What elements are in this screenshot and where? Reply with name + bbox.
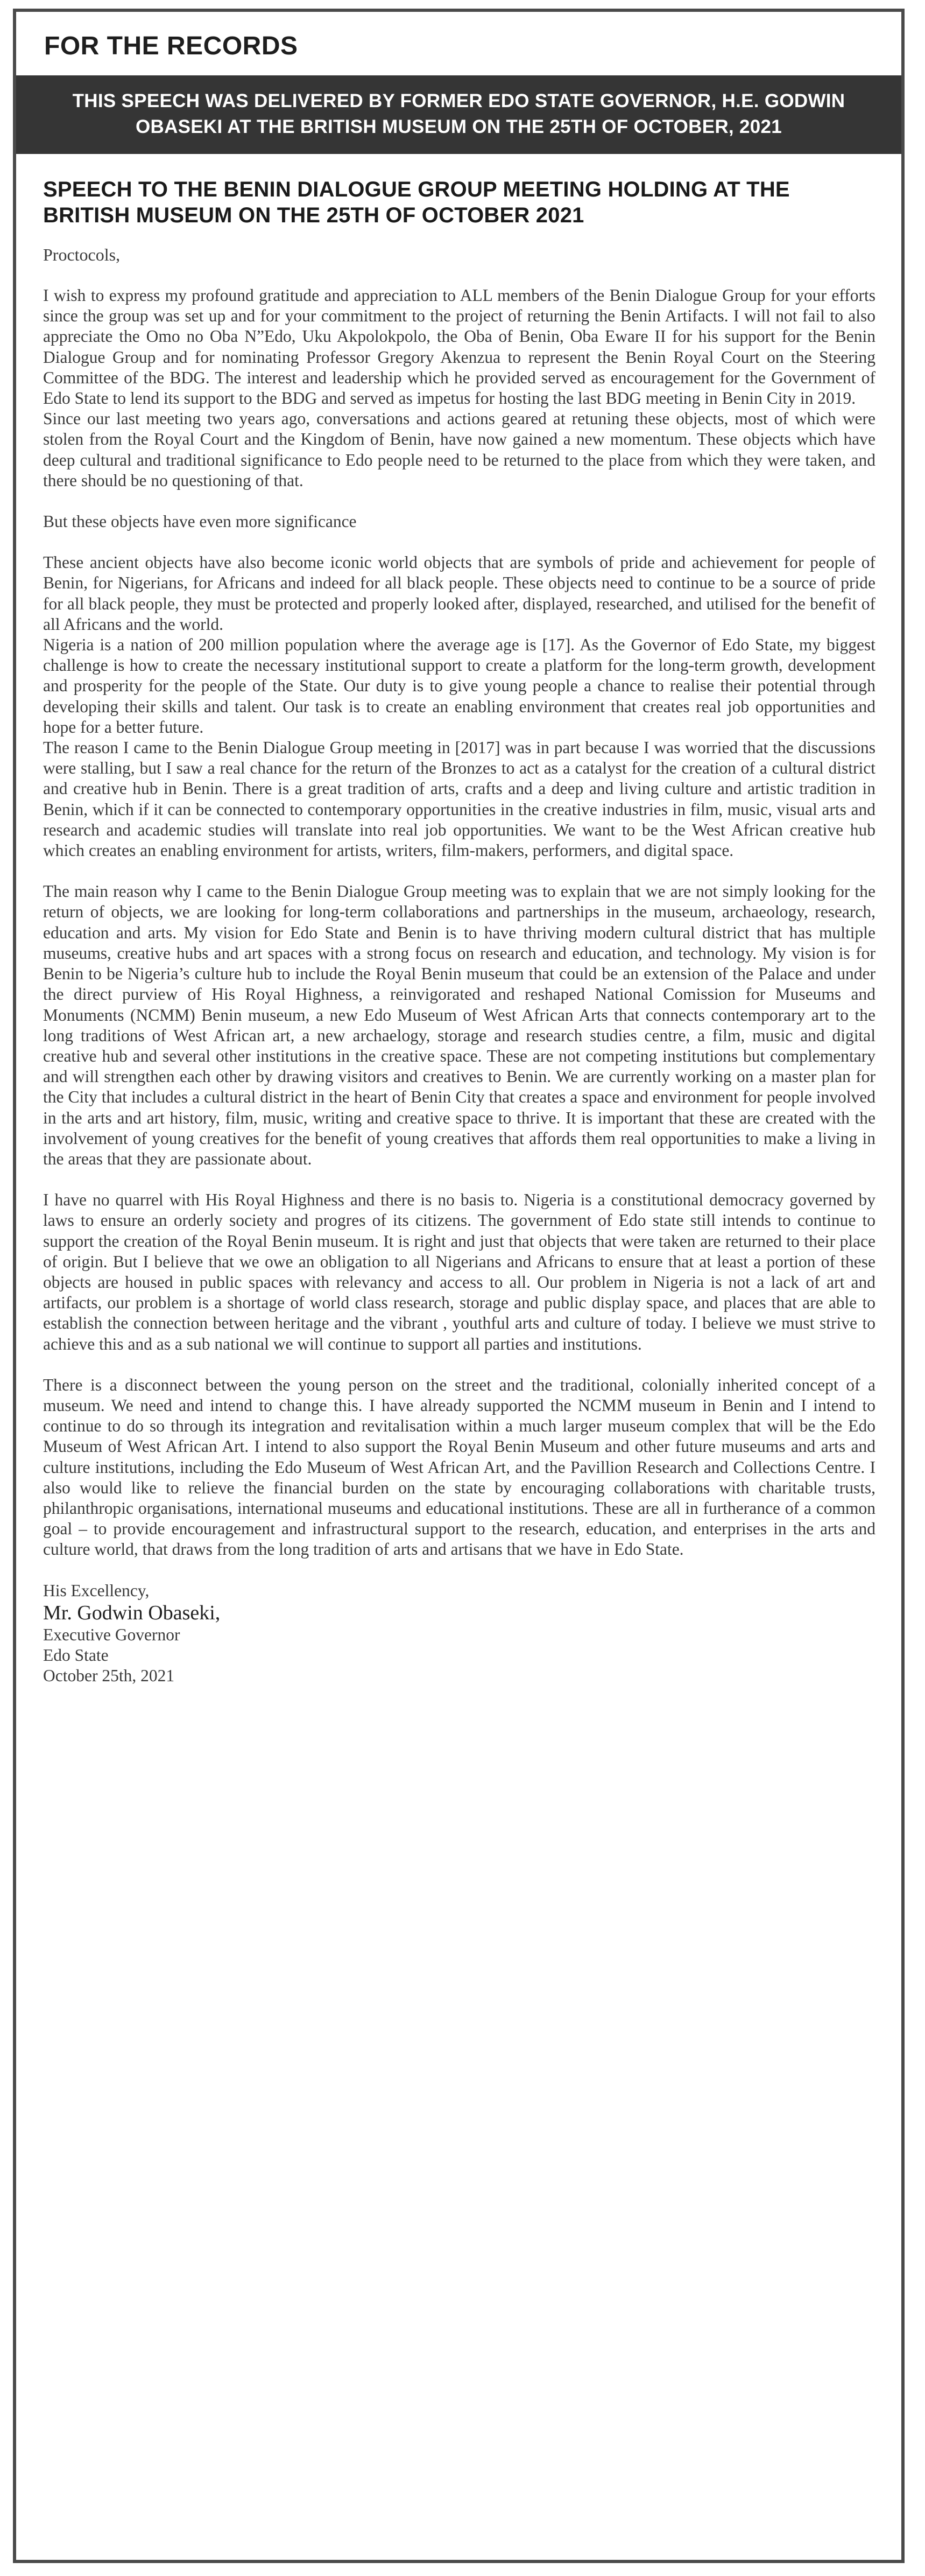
paragraph: I wish to express my profound gratitude and appreciation to ALL members of the Benin Dialogue Group for your efforts since the group was set up and for your commitment to the project of returning the Benin Artifacts. I will not fail to also appreciate the Omo no Oba N”Edo, Uku Akpolokpolo, the Oba of Benin, Oba Eware II for his support for the Benin Dialogue Group and for nominating Professor Gregory Akenzua to represent the Benin Royal Court on the Steering Committee of the BDG. The interest and leadership which he provided served as encouragement for the Government of Edo State to lend its support to the BDG and served as impetus for hosting the last BDG meeting in Benin City in 2019. <box>43 286 875 408</box>
paragraph: But these objects have even more significance <box>43 512 357 531</box>
section-vision <box>43 881 875 1169</box>
article-frame <box>13 9 905 2563</box>
paragraph: These ancient objects have also become iconic world objects that are symbols of pride and achievement for people of Benin, for Nigerians, for Africans and indeed for all black people. These objects need to continue to be a source of pride for all black people, they must be protected and properly looked after, displayed, researched, and utilised for the benefit of all Africans and the world. <box>43 553 875 634</box>
signature-block <box>43 1581 875 1686</box>
paragraph: There is a disconnect between the young person on the street and the traditional, colonially inherited concept of a museum. We need and intend to change this. I have already supported the NCMM museum in Benin and I intend to continue to do so through its integration and revitalisation within a much larger museum complex that will be the Edo Museum of West African Art. I intend to also support the Royal Benin Museum and other future museums and arts and culture institutions, including the Edo Museum of West African Art, and the Pavillion Research and Collections Centre. I also would like to relieve the financial burden on the state by encouraging collaborations with charitable trusts, philanthropic organisations, international museums and educational institutions. These are all in furtherance of a common goal – to provide encouragement and infrastructural support to the research, education, and enterprises in the arts and culture world, that draws from the long tradition of arts and artisans that we have in Edo State. <box>43 1375 875 1559</box>
signature-state: Edo State <box>43 1645 109 1665</box>
paragraph: The main reason why I came to the Benin Dialogue Group meeting was to explain that we are not simply looking for the return of objects, we are looking for long-term collaborations and partnerships in the museum, archaeology, research, education and arts. My vision for Edo State and Benin is to have thriving modern cultural district that has multiple museums, creative hubs and art spaces with a strong focus on research and education, and technology. My vision is for Benin to be Nigeria’s culture hub to include the Royal Benin museum that could be an extension of the Palace and under the direct purview of His Royal Highness, a reinvigorated and reshaped National Comission for Museums and Monuments (NCMM) Benin museum, a new Edo Museum of West African Arts that connects contemporary art to the long traditions of West African art, a new archaelogy, storage and research studies centre, a film, music and digital creative hub and several other institutions in the creative space. These are not competing institutions but complementary and will strengthen each other by drawing visitors and creatives to Benin. We are currently working on a master plan for the City that includes a cultural district in the heart of Benin City that creates a space and environment for people involved in the arts and art history, film, music, writing and creative space to thrive. It is important that these are created with the involvement of young creatives for the benefit of young creatives that affords them real opportunities to make a living in the areas that they are passionate about. <box>43 882 875 1168</box>
signature-date: October 25th, 2021 <box>43 1666 175 1685</box>
section-gratitude <box>43 285 875 491</box>
paragraph: I have no quarrel with His Royal Highness and there is no basis to. Nigeria is a constitutional democracy governed by laws to ensure an orderly society and progres of its citizens. The government of Edo state still intends to continue to support the creation of the Royal Benin museum. It is right and just that objects that were taken are returned to their place of origin. But I believe that we owe an obligation to all Nigerians and Africans to ensure that at least a portion of these objects are housed in public spaces with relevancy and access to all. Our problem in Nigeria is not a lack of art and artifacts, our problem is a shortage of world class research, storage and public display space, and places that are able to establish the connection between heritage and the vibrant , youthful arts and culture of today. I believe we must strive to achieve this and as a sub national we will continue to support all parties and institutions. <box>43 1190 875 1353</box>
signature-name: Mr. Godwin Obaseki, <box>43 1601 221 1624</box>
signature-title: Executive Governor <box>43 1625 180 1644</box>
section-iconic-objects <box>43 552 875 861</box>
paragraph: Since our last meeting two years ago, conversations and actions geared at retuning these objects, most of which were stolen from the Royal Court and the Kingdom of Benin, have now gained a new momentum. These objects which have deep cultural and traditional significance to Edo people need to be returned to the place from which they were taken, and there should be no questioning of that. <box>43 409 875 490</box>
section-museum-concept <box>43 1375 875 1560</box>
signature-honorific: His Excellency, <box>43 1581 150 1600</box>
speech-headline: SPEECH TO THE BENIN DIALOGUE GROUP MEETING HOLDING AT THE BRITISH MUSEUM ON THE 25TH OF OCTOBER 2021 <box>43 178 790 227</box>
paragraph: Nigeria is a nation of 200 million population where the average age is [17]. As the Governor of Edo State, my biggest challenge is how to create the necessary institutional support to create a platform for the long-term growth, development and prosperity for the people of the State. Our duty is to give young people a chance to realise their potential through developing their skills and talent. Our task is to create an enabling environment that creates real job opportunities and hope for a better future. <box>43 635 875 736</box>
salutation: Proctocols, <box>43 245 121 264</box>
paragraph: The reason I came to the Benin Dialogue Group meeting in [2017] was in part because I was worried that the discussions were stalling, but I saw a real chance for the return of the Bronzes to act as a catalyst for the creation of a cultural district and creative hub in Benin. There is a great tradition of arts, crafts and a deep and living culture and artistic tradition in Benin, which if it can be connected to contemporary opportunities in the creative industries in film, music, visual arts and research and academic studies will translate into real job opportunities. We want to be the West African creative hub which creates an enabling environment for artists, writers, film-makers, performers, and digital space. <box>43 738 875 860</box>
intro-banner: THIS SPEECH WAS DELIVERED BY FORMER EDO STATE GOVERNOR, H.E. GODWIN OBASEKI AT THE BRITISH MUSEUM ON THE 25TH OF OCTOBER, 2021 <box>16 75 901 154</box>
article-body <box>16 154 901 1686</box>
section-kicker: FOR THE RECORDS <box>44 32 298 60</box>
section-royal-highness <box>43 1190 875 1354</box>
section-significance-lead <box>43 511 875 532</box>
